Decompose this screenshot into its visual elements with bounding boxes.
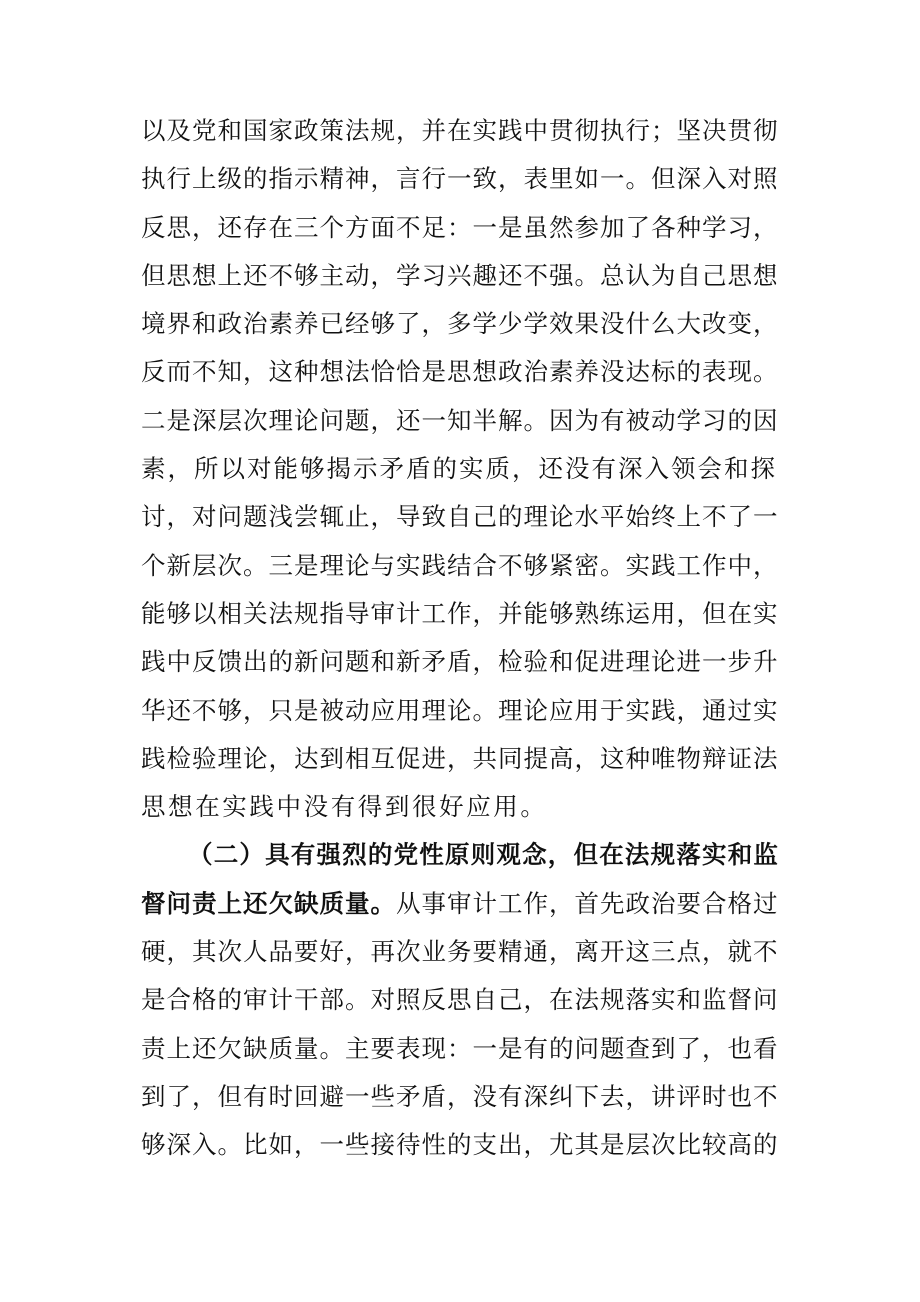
paragraph-2 bbox=[141, 831, 780, 1169]
text-line: 够深入。比如，一些接待性的支出，尤其是层次比较高的 bbox=[141, 1130, 779, 1160]
text-line: 境界和政治素养已经够了，多学少学效果没什么大改变， bbox=[141, 309, 779, 339]
text-line: 素，所以对能够揭示矛盾的实质，还没有深入领会和探 bbox=[141, 454, 777, 484]
text-line: 践检验理论，达到相互促进，共同提高，这种唯物辩证法 bbox=[141, 743, 779, 773]
text-line: 到了，但有时回避一些矛盾，没有深纠下去，讲评时也不 bbox=[141, 1081, 779, 1111]
text-line: 执行上级的指示精神，言行一致，表里如一。但深入对照 bbox=[141, 164, 779, 194]
text-line: 践中反馈出的新问题和新矛盾，检验和促进理论进一步升 bbox=[141, 647, 779, 677]
document-body bbox=[141, 107, 780, 1170]
text-span: 从事审计工作，首先政治要合格过 bbox=[396, 888, 779, 918]
section-heading: （二）具有强烈的党性原则观念，但在法规落实和监 bbox=[188, 840, 780, 870]
text-line: 二是深层次理论问题，还一知半解。因为有被动学习的因 bbox=[141, 405, 779, 435]
text-line: 反而不知，这种想法恰恰是思想政治素养没达标的表现。 bbox=[141, 357, 779, 387]
text-line: 硬，其次人品要好，再次业务要精通，离开这三点，就不 bbox=[141, 937, 779, 967]
text-line: 反思，还存在三个方面不足：一是虽然参加了各种学习， bbox=[141, 212, 779, 242]
text-line: 个新层次。三是理论与实践结合不够紧密。实践工作中， bbox=[141, 550, 779, 580]
section-heading-end: 督问责上还欠缺质量。 bbox=[141, 888, 396, 918]
text-line bbox=[141, 880, 779, 928]
text-line: 讨，对问题浅尝辄止，导致自己的理论水平始终上不了一 bbox=[141, 502, 779, 532]
paragraph-1 bbox=[141, 107, 779, 831]
text-line: 思想在实践中没有得到很好应用。 bbox=[141, 792, 548, 822]
text-line: 但思想上还不够主动，学习兴趣还不强。总认为自己思想 bbox=[141, 260, 779, 290]
text-line: 能够以相关法规指导审计工作，并能够熟练运用，但在实 bbox=[141, 598, 779, 628]
text-line: 以及党和国家政策法规，并在实践中贯彻执行；坚决贯彻 bbox=[141, 116, 779, 145]
text-line: 责上还欠缺质量。主要表现：一是有的问题查到了，也看 bbox=[141, 1033, 779, 1063]
text-line: 是合格的审计干部。对照反思自己，在法规落实和监督问 bbox=[141, 985, 779, 1015]
text-line: 华还不够，只是被动应用理论。理论应用于实践，通过实 bbox=[141, 695, 779, 725]
